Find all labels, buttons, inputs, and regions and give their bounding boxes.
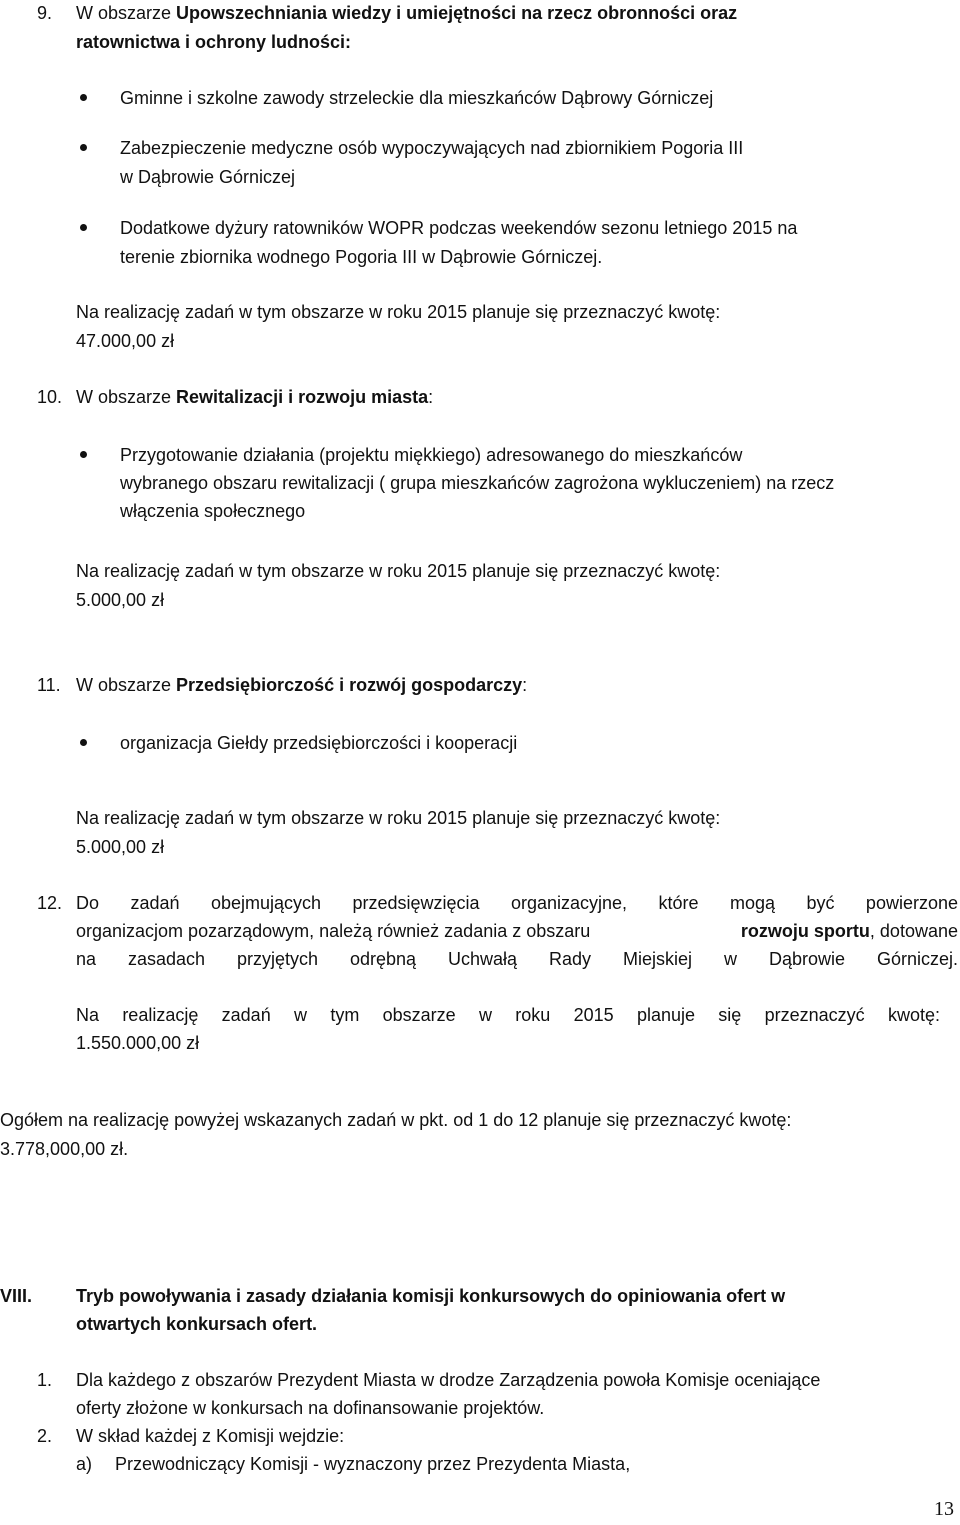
section-11-suffix: :: [522, 675, 528, 695]
viii-sub-a-label: a): [76, 1454, 93, 1474]
bullet-icon: [80, 451, 87, 458]
bullet-icon: [80, 144, 87, 151]
section-9-amount: 47.000,00 zł: [76, 331, 175, 351]
section-10-heading: [76, 386, 433, 408]
section-9-bullet-3-line1: Dodatkowe dyżury ratowników WOPR podczas weekendów sezonu letniego 2015 na: [120, 218, 798, 238]
section-9-title-line2: ratownictwa i ochrony ludności:: [76, 32, 352, 52]
section-12-line2-bc: [741, 920, 958, 942]
section-10-prefix: W obszarze: [76, 387, 177, 407]
bullet-icon: [80, 224, 87, 231]
section-10-title: Rewitalizacji i rozwoju miasta: [176, 387, 429, 407]
section-10-bullet-line2: wybranego obszaru rewitalizacji ( grupa mieszkańców zagrożona wykluczeniem) na rzecz: [120, 473, 835, 493]
section-12-amount-text: Na realizację zadań w tym obszarze w roku 2015 planuje się przeznaczyć kwotę:: [76, 1005, 940, 1025]
section-10-bullet-line1: Przygotowanie działania (projektu miękkiego) adresowanego do mieszkańców: [120, 445, 743, 465]
viii-item-2-line1: W skład każdej z Komisji wejdzie:: [76, 1426, 345, 1446]
section-9-heading: [76, 2, 737, 24]
viii-item-1-line2: oferty złożone w konkursach na dofinansowanie projektów.: [76, 1398, 545, 1418]
section-12-line2-bold: rozwoju sportu: [740, 921, 870, 941]
section-9-bullet-3-line2: terenie zbiornika wodnego Pogoria III w Dąbrowie Górniczej.: [120, 247, 603, 267]
section-11-amount: 5.000,00 zł: [76, 837, 165, 857]
section-11-amount-text: Na realizację zadań w tym obszarze w roku 2015 planuje się przeznaczyć kwotę:: [76, 808, 721, 828]
section-9-amount-text: Na realizację zadań w tym obszarze w roku 2015 planuje się przeznaczyć kwotę:: [76, 302, 721, 322]
section-9-title-line1: Upowszechniania wiedzy i umiejętności na rzecz obronności oraz: [176, 3, 738, 23]
section-viii-number: VIII.: [0, 1286, 33, 1306]
section-11-number: 11.: [37, 675, 61, 695]
section-10-amount: 5.000,00 zł: [76, 590, 165, 610]
section-9-bullet-1: Gminne i szkolne zawody strzeleckie dla mieszkańców Dąbrowy Górniczej: [120, 88, 714, 108]
section-11-heading: [76, 674, 527, 696]
viii-item-1-number: 1.: [37, 1370, 53, 1390]
section-9-prefix: W obszarze: [76, 3, 177, 23]
section-10-bullet-line3: włączenia społecznego: [120, 501, 306, 521]
section-12-line1: Do zadań obejmujących przedsięwzięcia organizacyjne, które mogą być powierzone: [76, 893, 958, 913]
section-9-number: 9.: [37, 3, 53, 23]
total-amount: 3.778,000,00 zł.: [0, 1139, 129, 1159]
section-11-prefix: W obszarze: [76, 675, 177, 695]
page-number: 13: [934, 1498, 954, 1520]
section-viii-title-line1: Tryb powoływania i zasady działania komisji konkursowych do opiniowania ofert w: [76, 1286, 786, 1306]
section-10-suffix: :: [428, 387, 434, 407]
section-12-line2-a: organizacjom pozarządowym, należą również zadania z obszaru: [76, 921, 596, 941]
section-12-line2: [76, 920, 958, 942]
bullet-icon: [80, 94, 87, 101]
section-12-line2-c: , dotowane: [869, 921, 958, 941]
section-9-bullet-2-line1: Zabezpieczenie medyczne osób wypoczywających nad zbiornikiem Pogoria III: [120, 138, 744, 158]
total-text: Ogółem na realizację powyżej wskazanych zadań w pkt. od 1 do 12 planuje się przeznaczyć kwotę:: [0, 1110, 792, 1130]
section-11-title: Przedsiębiorczość i rozwój gospodarczy: [176, 675, 523, 695]
section-12-line3: na zasadach przyjętych odrębną Uchwałą Rady Miejskiej w Dąbrowie Górniczej.: [76, 949, 958, 969]
bullet-icon: [80, 739, 87, 746]
section-9-bullet-2-line2: w Dąbrowie Górniczej: [120, 167, 296, 187]
section-10-amount-text: Na realizację zadań w tym obszarze w roku 2015 planuje się przeznaczyć kwotę:: [76, 561, 721, 581]
section-viii-title-line2: otwartych konkursach ofert.: [76, 1314, 318, 1334]
section-12-amount: 1.550.000,00 zł: [76, 1033, 200, 1053]
section-10-number: 10.: [37, 387, 63, 407]
viii-item-1-line1: Dla każdego z obszarów Prezydent Miasta w drodze Zarządzenia powoła Komisje oceniające: [76, 1370, 821, 1390]
viii-item-2-number: 2.: [37, 1426, 53, 1446]
viii-sub-a-text: Przewodniczący Komisji - wyznaczony przez Prezydenta Miasta,: [115, 1454, 631, 1474]
section-11-bullet-line1: organizacja Giełdy przedsiębiorczości i kooperacji: [120, 733, 518, 753]
section-12-number: 12.: [37, 893, 63, 913]
